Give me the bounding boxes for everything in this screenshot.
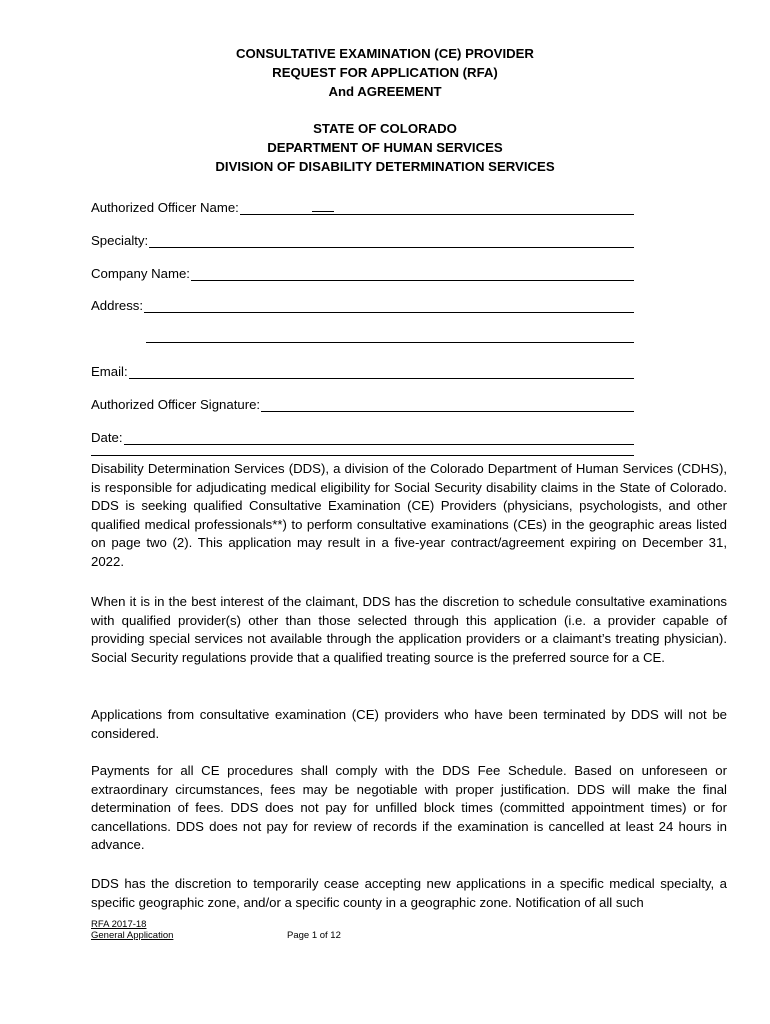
title-line-6: DIVISION OF DISABILITY DETERMINATION SERVICES <box>215 159 555 174</box>
document-title-block <box>0 44 770 176</box>
paragraph-terminated-providers: Applications from consultative examination (CE) providers who have been terminated by DDS will not be considered. <box>91 707 727 741</box>
footer-form-name: General Application <box>91 930 174 941</box>
company-name-line[interactable] <box>191 266 634 281</box>
signature-field[interactable] <box>91 392 634 412</box>
section-divider <box>91 455 634 456</box>
specialty-label: Specialty: <box>91 233 149 248</box>
date-line[interactable] <box>124 430 634 445</box>
company-name-field[interactable] <box>91 261 634 281</box>
officer-name-line[interactable] <box>240 200 634 215</box>
footer-form-info <box>91 919 173 941</box>
title-line-5: DEPARTMENT OF HUMAN SERVICES <box>267 140 503 155</box>
title-line-2: REQUEST FOR APPLICATION (RFA) <box>272 65 498 80</box>
address-line[interactable] <box>144 298 634 313</box>
date-label: Date: <box>91 430 123 445</box>
title-line-1: CONSULTATIVE EXAMINATION (CE) PROVIDER <box>236 46 534 61</box>
address-label: Address: <box>91 298 144 313</box>
signature-line[interactable] <box>261 397 634 412</box>
officer-name-field[interactable] <box>91 195 634 215</box>
address-line-2[interactable] <box>146 342 634 343</box>
company-name-label: Company Name: <box>91 266 190 281</box>
footer-form-id: RFA 2017-18 <box>91 919 147 930</box>
address-field[interactable] <box>91 293 634 313</box>
email-label: Email: <box>91 364 128 379</box>
paragraph-dds-intro: Disability Determination Services (DDS), a division of the Colorado Department of Human Services (CDHS), is responsible for adjudicating medical eligibility for Social Security disability claims in the State of Colorado. DDS is seeking qualified Consultative Examination (CE) Providers (physicians, psychologists, and other qualified medical professionals**) to perform consultative examinations (CEs) in the geographic areas listed on page two (2). This application may result in a five-year contract/agreement expiring on December 31, 2022. <box>91 461 727 569</box>
specialty-line[interactable] <box>149 233 634 248</box>
officer-name-label: Authorized Officer Name: <box>91 200 239 215</box>
specialty-field[interactable] <box>91 228 634 248</box>
date-field[interactable] <box>91 425 634 445</box>
paragraph-payments: Payments for all CE procedures shall comply with the DDS Fee Schedule. Based on unforeseen or extraordinary circumstances, fees may be negotiable with proper justification. DDS will make the final determination of fees. DDS does not pay for unfilled block times (committed appointment times) or for cancellations. DDS does not pay for review of records if the examination is cancelled at least 24 hours in advance. <box>91 763 727 852</box>
title-line-4: STATE OF COLORADO <box>313 121 457 136</box>
page-number: Page 1 of 12 <box>287 930 341 941</box>
email-field[interactable] <box>91 359 634 379</box>
paragraph-discretion: When it is in the best interest of the claimant, DDS has the discretion to schedule consultative examinations with qualified provider(s) other than those selected through this application (i.e. a provider capable of providing special services not available through the application providers or a claimant’s treating physician). Social Security regulations provide that a qualified treating source is the preferred source for a CE. <box>91 594 727 665</box>
email-line[interactable] <box>129 364 634 379</box>
signature-label: Authorized Officer Signature: <box>91 397 261 412</box>
title-line-3: And AGREEMENT <box>328 84 442 99</box>
paragraph-cease-applications: DDS has the discretion to temporarily cease accepting new applications in a specific medical specialty, a specific geographic zone, and/or a specific county in a geographic zone. Notification of all such <box>91 876 727 910</box>
